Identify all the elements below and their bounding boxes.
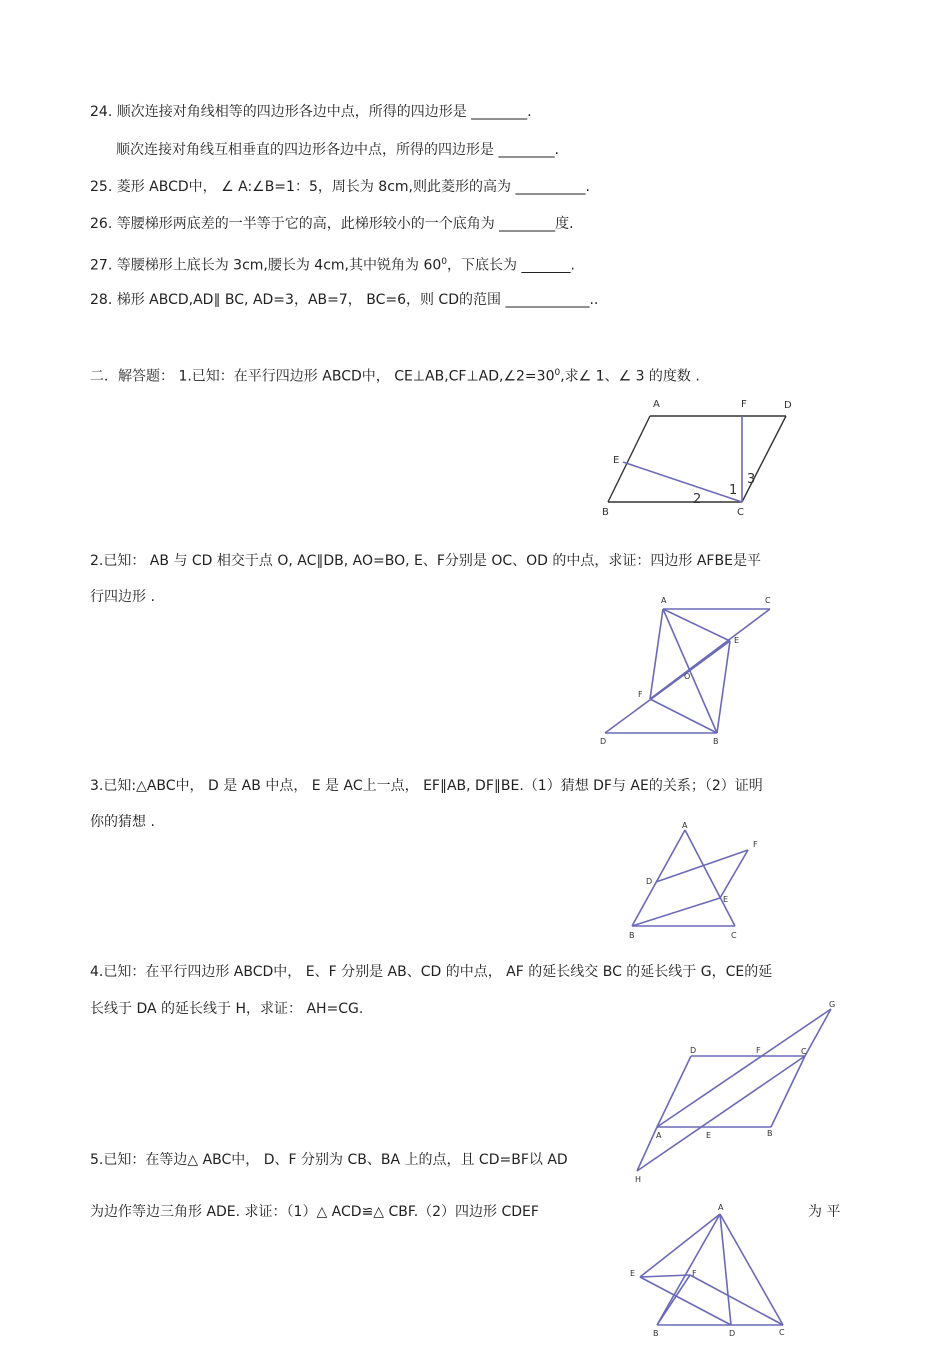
label-D: D — [729, 1329, 736, 1338]
problem-5a: 5.已知：在等边△ ABC中， D、F 分别为 CB、BA 上的点，且 CD=BF以 AD — [90, 1152, 568, 1168]
label-G: G — [829, 1000, 836, 1009]
question-25: 25. 菱形 ABCD中， ∠ A:∠B=1：5，周长为 8cm,则此菱形的高为 __________. — [90, 179, 590, 195]
question-26: 26. 等腰梯形两底差的一半等于它的高，此梯形较小的一个底角为 ________度. — [90, 216, 574, 232]
figure-parallelogram-1 — [598, 395, 803, 520]
question-27-text: 27. 等腰梯形上底长为 3cm,腰长为 4cm,其中锐角为 60 — [90, 257, 442, 274]
label-F: F — [692, 1269, 697, 1278]
label-F: F — [753, 840, 758, 849]
problem-1 — [90, 364, 700, 386]
label-B: B — [653, 1329, 659, 1338]
problem-3a: 3.已知:△ABC中， D 是 AB 中点， E 是 AC上一点， EF∥AB, DF∥BE.（1）猜想 DF与 AE的关系；（2）证明 — [90, 778, 763, 794]
label-A: A — [682, 821, 688, 830]
label-D: D — [646, 877, 653, 886]
question-27-tail: ，下底长为 _______. — [447, 257, 575, 274]
angle-1-label: 1 — [729, 483, 738, 498]
label-F: F — [638, 690, 643, 699]
question-27 — [90, 253, 575, 275]
figure-quadrilateral-2 — [595, 593, 780, 748]
label-A: A — [656, 1131, 662, 1140]
problem-2a: 2.已知： AB 与 CD 相交于点 O, AC∥DB, AO=BO, E、F分别是 OC、OD 的中点，求证：四边形 AFBE是平 — [90, 553, 761, 569]
label-E: E — [630, 1269, 636, 1278]
label-E: E — [723, 895, 729, 904]
figure-triangle-3 — [620, 818, 765, 943]
label-B: B — [767, 1129, 773, 1138]
label-F: F — [741, 399, 747, 410]
problem-3b: 你的猜想 . — [90, 814, 155, 830]
label-E: E — [613, 455, 620, 466]
question-24b: 顺次连接对角线互相垂直的四边形各边中点，所得的四边形是 ________. — [116, 142, 559, 158]
problem-5b: 为边作等边三角形 ADE. 求证：（1）△ ACD≌△ CBF.（2）四边形 CDEF — [90, 1204, 539, 1220]
label-C: C — [731, 931, 737, 940]
problem-4a: 4.已知：在平行四边形 ABCD中， E、F 分别是 AB、CD 的中点， AF 的延长线交 BC 的延长线于 G，CE的延 — [90, 964, 773, 980]
label-C: C — [779, 1328, 785, 1337]
label-A: A — [653, 399, 660, 410]
label-A: A — [718, 1203, 724, 1212]
problem-4b: 长线于 DA 的延长线于 H，求证： AH=CG. — [90, 1001, 364, 1017]
label-C: C — [801, 1047, 807, 1056]
label-H: H — [635, 1175, 642, 1184]
label-A: A — [661, 596, 667, 605]
label-C: C — [737, 507, 744, 518]
problem-1-text: 二．解答题： 1.已知：在平行四边形 ABCD中， CE⊥AB,CF⊥AD,∠2=30 — [90, 368, 555, 385]
problem-2b: 行四边形 . — [90, 589, 155, 605]
label-E: E — [706, 1131, 712, 1140]
figure-equilateral-5 — [623, 1200, 798, 1340]
label-O: O — [684, 672, 691, 681]
label-B: B — [713, 737, 719, 746]
label-E: E — [734, 636, 740, 645]
label-D: D — [690, 1046, 697, 1055]
label-B: B — [629, 931, 635, 940]
problem-1-tail: ,求∠ 1、∠ 3 的度数 . — [560, 368, 700, 385]
label-C: C — [765, 596, 771, 605]
label-D: D — [784, 400, 792, 411]
angle-3-label: 3 — [747, 472, 756, 487]
problem-5c: 为 平 — [808, 1204, 841, 1220]
degree-superscript: 0 — [441, 257, 447, 267]
label-F: F — [756, 1046, 761, 1055]
degree-superscript: 0 — [554, 368, 561, 378]
label-B: B — [602, 507, 609, 518]
question-28: 28. 梯形 ABCD,AD∥ BC, AD=3，AB=7， BC=6，则 CD的范围 ____________.. — [90, 292, 599, 308]
label-D: D — [600, 737, 607, 746]
figure-parallelogram-4 — [625, 996, 845, 1186]
angle-2-label: 2 — [693, 492, 702, 507]
question-24a: 24. 顺次连接对角线相等的四边形各边中点，所得的四边形是 ________. — [90, 104, 532, 120]
